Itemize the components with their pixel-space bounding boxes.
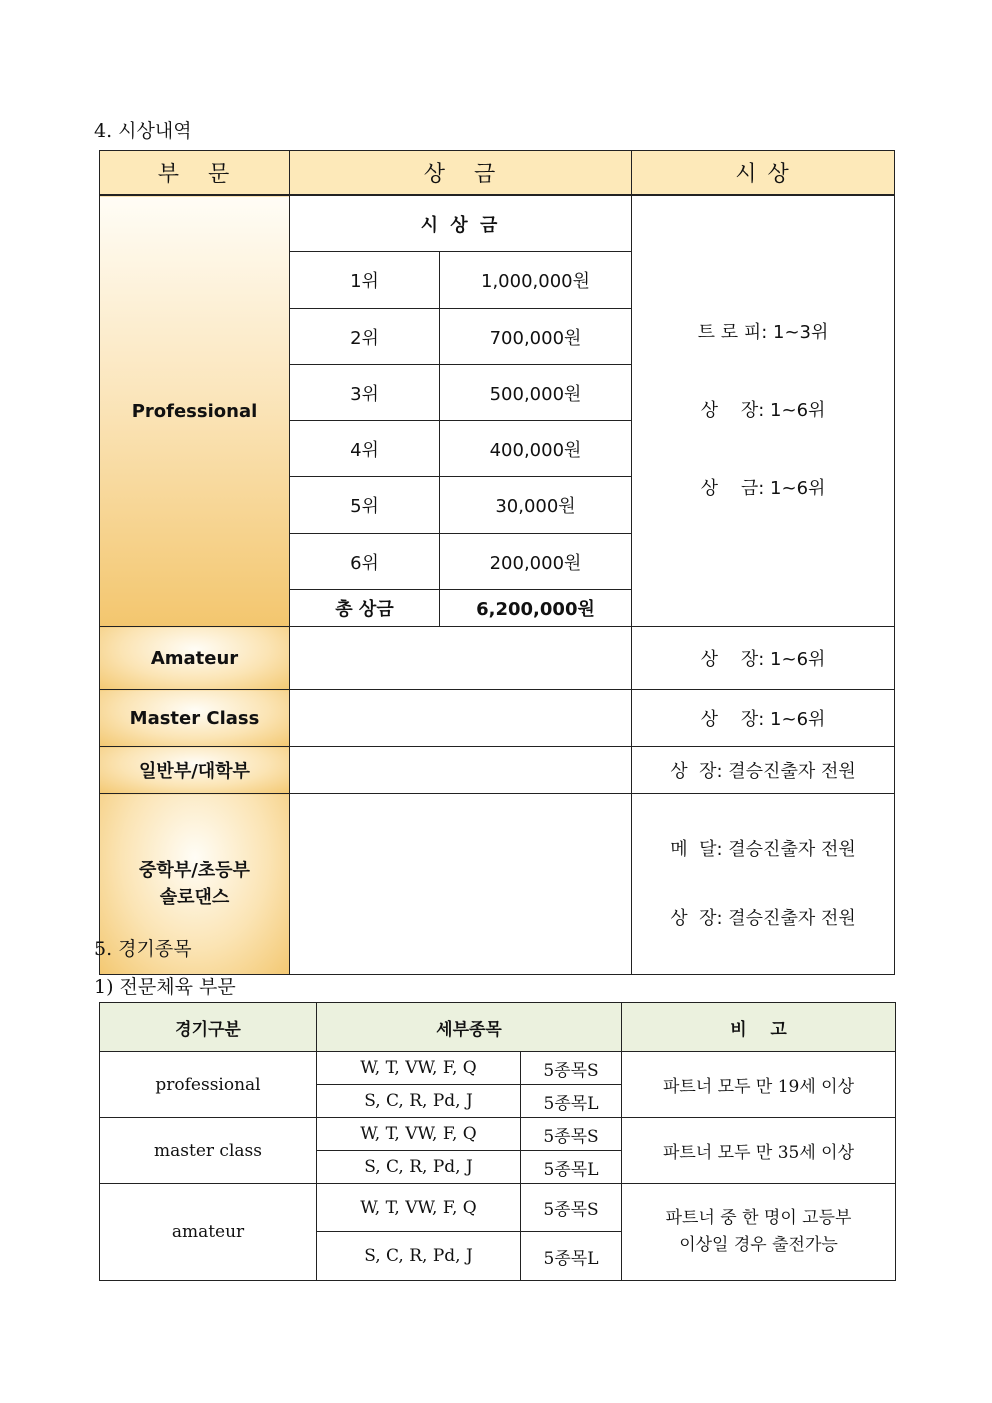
code-cell: 5종목S bbox=[521, 1118, 622, 1151]
award-youth-line1: 메 달: 결승진출자 전원 bbox=[670, 839, 856, 860]
award-certificate: 상 장: 1~6위 bbox=[700, 400, 826, 421]
events-cell: W, T, VW, F, Q bbox=[317, 1052, 521, 1085]
rank-cell: 1위 bbox=[290, 252, 440, 309]
rank-cell: 4위 bbox=[290, 421, 440, 477]
events-cell: S, C, R, Pd, J bbox=[317, 1151, 521, 1184]
awards-table-header bbox=[99, 150, 895, 195]
category-cell: amateur bbox=[100, 1184, 317, 1281]
award-amateur: 상 장: 1~6위 bbox=[632, 627, 895, 690]
table-row bbox=[100, 747, 895, 794]
note-cell bbox=[622, 1184, 896, 1281]
division-general: 일반부/대학부 bbox=[100, 747, 290, 794]
events-cell: S, C, R, Pd, J bbox=[317, 1085, 521, 1118]
events-cell: S, C, R, Pd, J bbox=[317, 1232, 521, 1281]
prize-title: 시 상 금 bbox=[290, 196, 632, 252]
amount-cell: 500,000원 bbox=[440, 365, 632, 421]
note-cell: 파트너 모두 만 19세 이상 bbox=[622, 1052, 896, 1118]
code-cell: 5종목L bbox=[521, 1232, 622, 1281]
award-youth-line2: 상 장: 결승진출자 전원 bbox=[670, 908, 856, 929]
prize-empty bbox=[290, 690, 632, 747]
section5-title: 5. 경기종목 bbox=[94, 938, 192, 960]
rank-cell: 6위 bbox=[290, 534, 440, 590]
events-table bbox=[99, 1002, 896, 1281]
awards-table bbox=[99, 195, 895, 975]
division-professional: Professional bbox=[100, 196, 290, 627]
table-row bbox=[100, 690, 895, 747]
prize-empty bbox=[290, 794, 632, 975]
section5-subtitle: 1) 전문체육 부문 bbox=[94, 976, 236, 998]
rank-cell: 5위 bbox=[290, 477, 440, 534]
table-row bbox=[100, 1184, 896, 1232]
header-category: 경기구분 bbox=[100, 1003, 317, 1052]
code-cell: 5종목S bbox=[521, 1184, 622, 1232]
table-row bbox=[100, 794, 895, 975]
header-award: 시 상 bbox=[632, 151, 895, 195]
table-row bbox=[100, 1052, 896, 1085]
award-youth bbox=[632, 794, 895, 975]
header-division: 부 문 bbox=[100, 151, 290, 195]
section4-title: 4. 시상내역 bbox=[94, 120, 192, 142]
rank-cell: 2위 bbox=[290, 309, 440, 365]
award-master-class: 상 장: 1~6위 bbox=[632, 690, 895, 747]
note-cell: 파트너 모두 만 35세 이상 bbox=[622, 1118, 896, 1184]
header-prize: 상 금 bbox=[290, 151, 632, 195]
note-line1: 파트너 중 한 명이 고등부 bbox=[665, 1208, 852, 1228]
note-line2: 이상일 경우 출전가능 bbox=[679, 1235, 838, 1255]
header-events: 세부종목 bbox=[317, 1003, 622, 1052]
award-trophy: 트 로 피: 1~3위 bbox=[697, 322, 829, 343]
division-amateur: Amateur bbox=[100, 627, 290, 690]
events-cell: W, T, VW, F, Q bbox=[317, 1184, 521, 1232]
table-row bbox=[100, 627, 895, 690]
category-cell: professional bbox=[100, 1052, 317, 1118]
amount-cell: 400,000원 bbox=[440, 421, 632, 477]
amount-cell: 700,000원 bbox=[440, 309, 632, 365]
amount-cell: 1,000,000원 bbox=[440, 252, 632, 309]
division-youth-line2: 솔로댄스 bbox=[159, 887, 230, 908]
award-general: 상 장: 결승진출자 전원 bbox=[632, 747, 895, 794]
award-money: 상 금: 1~6위 bbox=[700, 478, 826, 499]
code-cell: 5종목L bbox=[521, 1151, 622, 1184]
category-cell: master class bbox=[100, 1118, 317, 1184]
professional-awards bbox=[632, 196, 895, 627]
prize-empty bbox=[290, 627, 632, 690]
rank-cell: 3위 bbox=[290, 365, 440, 421]
table-row bbox=[100, 1118, 896, 1151]
division-master-class: Master Class bbox=[100, 690, 290, 747]
prize-empty bbox=[290, 747, 632, 794]
amount-cell: 30,000원 bbox=[440, 477, 632, 534]
header-note: 비 고 bbox=[622, 1003, 896, 1052]
total-amount: 6,200,000원 bbox=[440, 590, 632, 627]
code-cell: 5종목S bbox=[521, 1052, 622, 1085]
table-row bbox=[100, 1003, 896, 1052]
code-cell: 5종목L bbox=[521, 1085, 622, 1118]
total-label: 총 상금 bbox=[290, 590, 440, 627]
amount-cell: 200,000원 bbox=[440, 534, 632, 590]
events-cell: W, T, VW, F, Q bbox=[317, 1118, 521, 1151]
division-youth-line1: 중학부/초등부 bbox=[139, 860, 250, 881]
